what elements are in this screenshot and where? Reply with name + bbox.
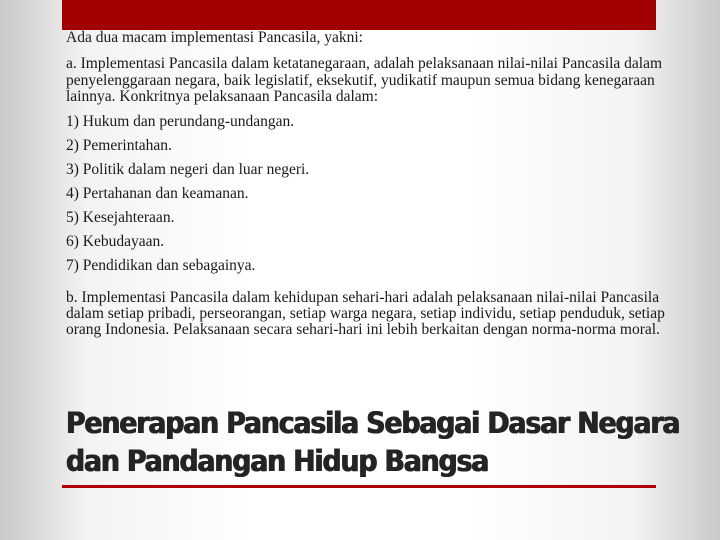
list-item: 5) Kesejahteraan.: [66, 208, 175, 226]
intro-text: Ada dua macam implementasi Pancasila, yakni:: [66, 29, 363, 46]
list-item: 2) Pemerintahan.: [66, 136, 172, 154]
slide-title: [66, 404, 680, 480]
top-accent-bar: [62, 0, 656, 30]
list-item: 4) Pertahanan dan keamanan.: [66, 184, 249, 202]
paragraph-b: b. Implementasi Pancasila dalam kehidupan sehari-hari adalah pelaksanaan nilai-nilai Pancasila dalam setiap pribadi, perseorangan, setiap warga negara, setiap individu, setiap penduduk, setiap orang Indonesia. Pelaksanaan secara sehari-hari ini lebih berkaitan dengan norma-norma moral.: [66, 288, 665, 339]
list-item: 7) Pendidikan dan sebagainya.: [66, 256, 256, 274]
implementation-list: [66, 110, 696, 278]
list-item: 3) Politik dalam negeri dan luar negeri.: [66, 160, 310, 178]
paragraph-a: a. Implementasi Pancasila dalam ketatanegaraan, adalah pelaksanaan nilai-nilai Pancasila dalam penyelenggaraan negara, baik legislatif, eksekutif, yudikatif maupun semua bidang kenegaraan lainnya. Konkritnya pelaksanaan Pancasila dalam:: [66, 55, 663, 106]
slide-body: [66, 30, 696, 339]
list-item: 1) Hukum dan perundang-undangan.: [66, 112, 295, 130]
title-line-2: dan Pandangan Hidup Bangsa: [66, 444, 489, 478]
title-line-1: Penerapan Pancasila Sebagai Dasar Negara: [66, 406, 680, 440]
bottom-accent-rule: [62, 485, 656, 488]
list-item: 6) Kebudayaan.: [66, 232, 165, 250]
